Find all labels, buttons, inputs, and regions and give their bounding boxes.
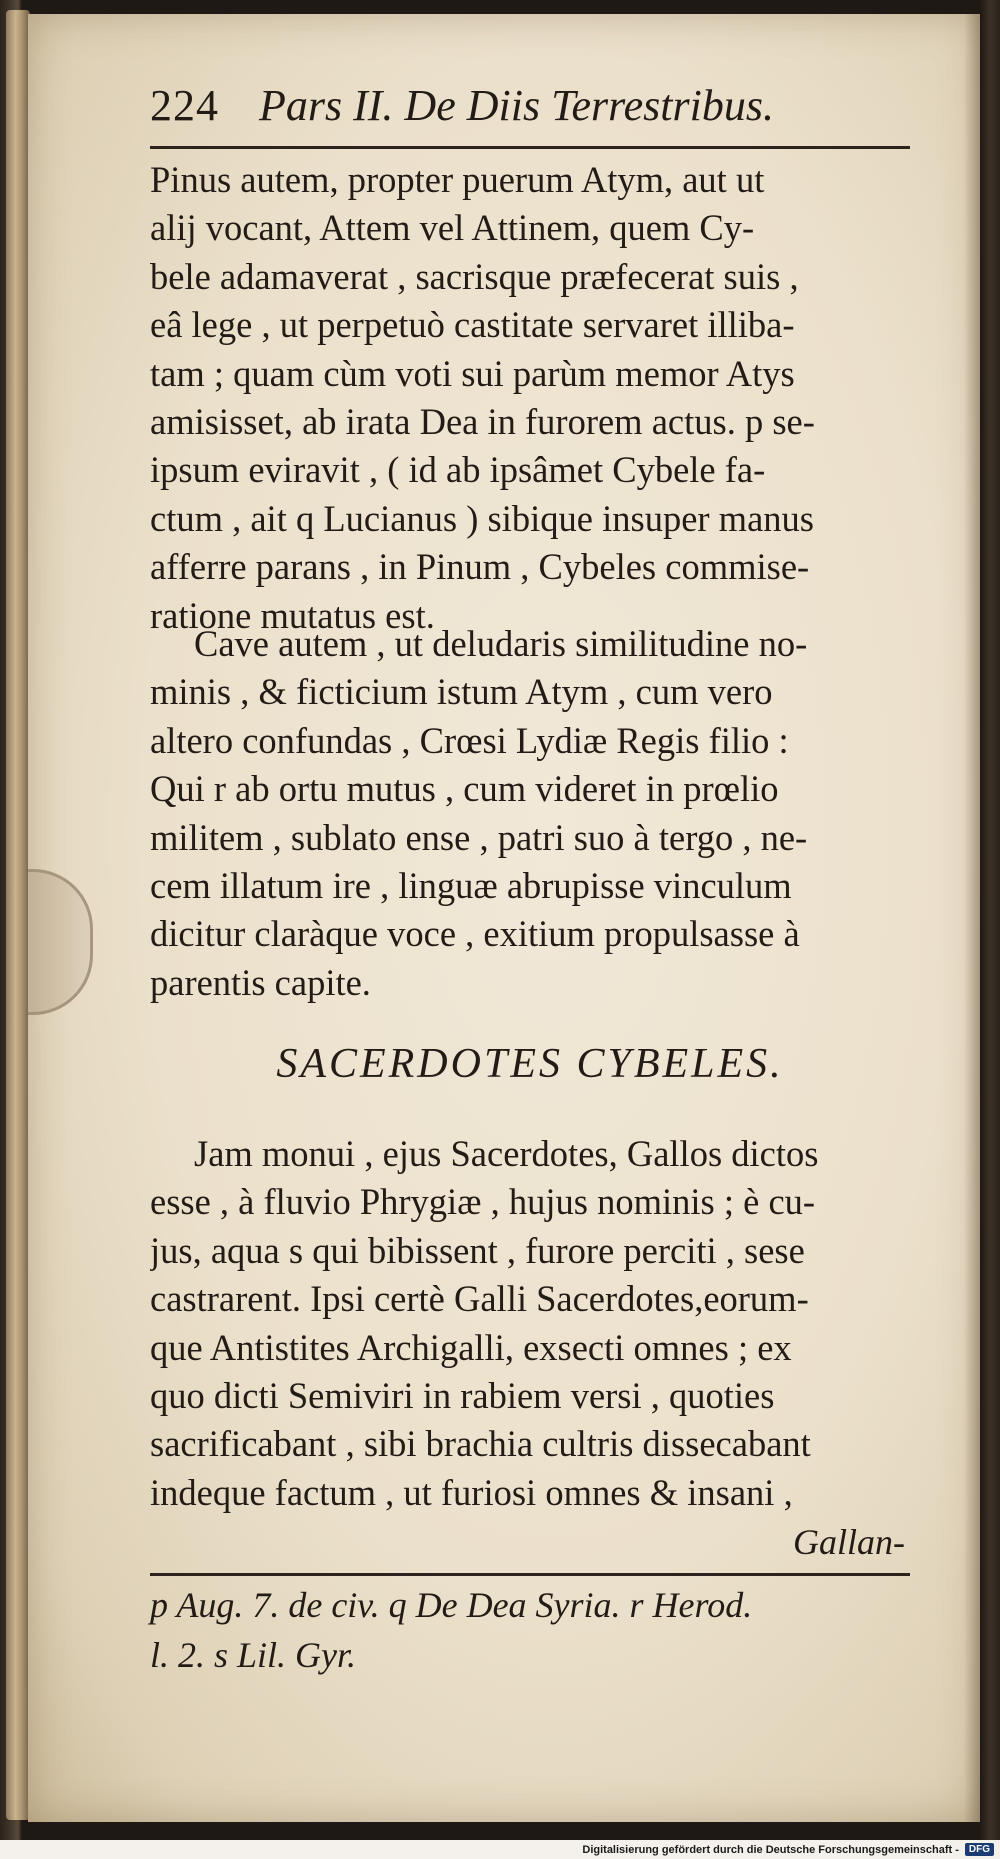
text-line: que Antistites Archigalli, exsecti omnes ; ex (150, 1326, 792, 1368)
text-line: dicitur claràque voce , exitium propulsasse à (150, 913, 800, 955)
dfg-logo: DFG (965, 1843, 994, 1856)
catchword: Gallan- (793, 1522, 905, 1562)
paragraph-cave-autem (150, 620, 910, 1007)
text-line: eâ lege , ut perpetuò castitate servaret illiba- (150, 304, 795, 346)
text-line: ipsum eviravit , ( id ab ipsâmet Cybele fa- (150, 449, 766, 491)
text-line: ctum , ait q Lucianus ) sibique insuper manus (150, 497, 814, 539)
gutter-shadow (964, 14, 980, 1822)
text-line: cem illatum ire , linguæ abrupisse vinculum (150, 864, 792, 906)
footnotes (150, 1580, 910, 1680)
funding-credit: Digitalisierung gefördert durch die Deutsche Forschungsgemeinschaft - (582, 1843, 959, 1856)
book-clasp (28, 869, 93, 1015)
section-heading: SACERDOTES CYBELES. (276, 1041, 784, 1087)
paragraph-jam-monui (150, 1130, 910, 1517)
text-line: Qui r ab ortu mutus , cum videret in prœlio (150, 768, 779, 810)
text-line: jus, aqua s qui bibissent , furore perciti , sese (150, 1229, 805, 1271)
text-line: bele adamaverat , sacrisque præfecerat suis , (150, 255, 799, 297)
running-head: Pars II. De Diis Terrestribus. (259, 81, 775, 130)
footnote-rule (150, 1573, 910, 1576)
text-line: castrarent. Ipsi certè Galli Sacerdotes,eorum- (150, 1278, 809, 1320)
text-line: Jam monui , ejus Sacerdotes, Gallos dictos (194, 1133, 819, 1174)
text-line: tam ; quam cùm voti sui parùm memor Atys (150, 352, 795, 394)
page-number: 224 (150, 81, 219, 130)
digitization-footer (0, 1840, 1000, 1859)
text-line: altero confundas , Crœsi Lydiæ Regis filio : (150, 719, 789, 761)
text-line: Cave autem , ut deludaris similitudine no- (194, 623, 808, 664)
footnote-line: p Aug. 7. de civ. q De Dea Syria. r Herod. (150, 1585, 753, 1625)
text-line: minis , & ficticium istum Atym , cum vero (150, 671, 773, 713)
page-stack-edge (6, 10, 30, 1820)
text-line: ratione mutatus est. (150, 594, 435, 636)
header-rule (150, 146, 910, 149)
footnote-line: l. 2. s Lil. Gyr. (150, 1635, 357, 1675)
text-line: indeque factum , ut furiosi omnes & insani , (150, 1471, 793, 1513)
paragraph-pinus (150, 156, 910, 640)
text-line: parentis capite. (150, 961, 371, 1003)
text-line: afferre parans , in Pinum , Cybeles commise- (150, 546, 810, 588)
text-line: esse , à fluvio Phrygiæ , hujus nominis ; è cu- (150, 1181, 816, 1223)
text-line: quo dicti Semiviri in rabiem versi , quoties (150, 1374, 775, 1416)
text-line: Pinus autem, propter puerum Atym, aut ut (150, 159, 765, 200)
text-line: militem , sublato ense , patri suo à tergo , ne- (150, 816, 808, 858)
text-line: sacrificabant , sibi brachia cultris dissecabant (150, 1423, 811, 1465)
text-line: alij vocant, Attem vel Attinem, quem Cy- (150, 207, 755, 249)
text-line: amisisset, ab irata Dea in furorem actus. p se- (150, 400, 815, 442)
page-header (150, 80, 910, 140)
